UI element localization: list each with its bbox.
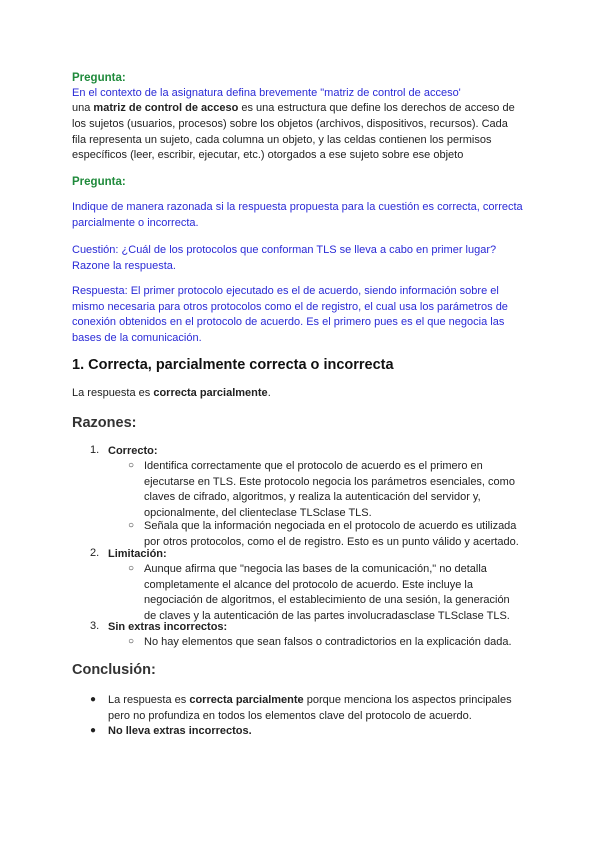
dot-bullet-icon: ● [90,725,97,736]
reason-1-sub-1: Identifica correctamente que el protocolo de acuerdo es el primero en ejecutarse en TLS. Este protocolo negocia los parámetros esenciales, como claves de cifrado, algoritmos, y realiza la autenticación del servidor y, opcionalmente, del clienteclase TLSclase TLS. [144,460,515,519]
dot-bullet-icon: ● [90,694,97,705]
q1-answer-rest: los sujetos (usuarios, procesos) sobre los objetos (archivos, dispositivos, recursos). Cada fila representa un sujeto, cada columna un objeto, y las celdas contienen los permisos específicos (leer, escribir, ejecutar, etc.) otorgados a ese sujeto sobre ese objeto [72,118,508,161]
conclusion-bullet-2: No lleva extras incorrectos. [108,725,252,737]
q2-instruction: Indique de manera razonada si la respuesta propuesta para la cuestión es correcta, correcta parcialmente o incorrecta. [72,201,523,229]
circle-bullet-icon: ○ [128,520,135,531]
circle-bullet-icon: ○ [128,563,135,574]
conclusion-heading: Conclusión: [72,662,156,678]
reason-3-title: Sin extras incorrectos: [108,621,228,633]
q2-label: Pregunta: [72,176,126,188]
circle-bullet-icon: ○ [128,636,135,647]
reason-2-sub-1: Aunque afirma que "negocia las bases de la comunicación," no detalla completamente el alcance del protocolo de acuerdo. Este incluye la negociación de algoritmos, el establecimiento de una sesión, la generación de claves y la autenticación de las partes involucradasclase TLSclase TLS. [144,563,510,622]
reason-1-title: Correcto: [108,445,158,457]
reason-3-number: 3. [90,620,100,632]
conclusion-bullet-1: La respuesta es correcta parcialmente porque menciona los aspectos principales pero no profundiza en todos los elementos clave del protocolo de acuerdo. [108,694,512,722]
reasons-heading: Razones: [72,415,137,431]
section-heading: 1. Correcta, parcialmente correcta o incorrecta [72,357,394,373]
reason-1-number: 1. [90,444,100,456]
reason-1-sub-2: Señala que la información negociada en el protocolo de acuerdo es utilizada por otros protocolos, como el de registro. Esto es un punto válido y acertado. [144,520,519,548]
q1-question: En el contexto de la asignatura defina brevemente "matriz de control de acceso' [72,87,461,99]
q1-label: Pregunta: [72,72,126,84]
reason-2-title: Limitación: [108,548,167,560]
q1-answer-line1: una matriz de control de acceso es una estructura que define los derechos de acceso de [72,102,515,114]
circle-bullet-icon: ○ [128,460,135,471]
verdict-text: La respuesta es correcta parcialmente. [72,387,271,399]
reason-3-sub-1: No hay elementos que sean falsos o contradictorios en la explicación dada. [144,636,512,648]
q2-question: Cuestión: ¿Cuál de los protocolos que conforman TLS se lleva a cabo en primer lugar? Razone la respuesta. [72,244,497,272]
q2-answer: Respuesta: El primer protocolo ejecutado es el de acuerdo, siendo información sobre el mismo necesaria para otros protocolos como el de registro, el cual usa los parámetros de conexión obtenidos en el protocolo de acuerdo. Es el primero pues es el que negocia las bases de la comunicación. [72,285,508,344]
reason-2-number: 2. [90,547,100,559]
